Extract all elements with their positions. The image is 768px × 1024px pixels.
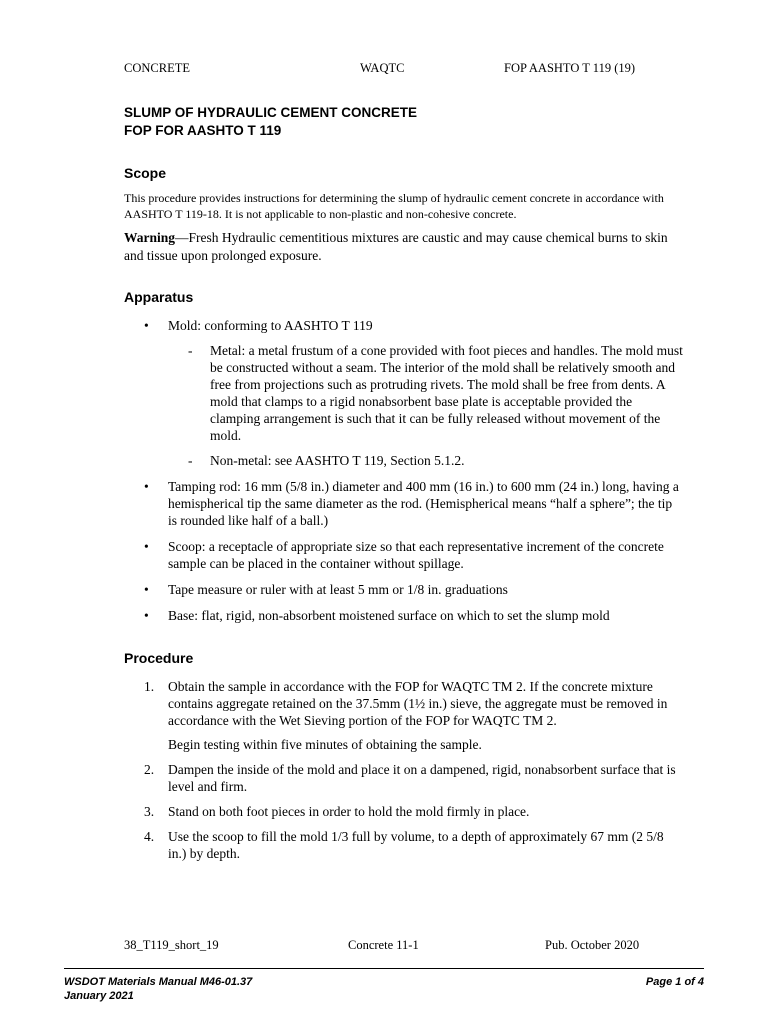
running-header-right: FOP AASHTO T 119 (19) (504, 61, 636, 75)
running-header-left: CONCRETE (124, 61, 190, 75)
apparatus-tamping-rod-text: Tamping rod: 16 mm (5/8 in.) diameter and 400 mm (16 in.) to 600 mm (24 in.) long, having a hemispherical tip the same diameter as the rod. (Hemispherical means “half a sphere”; the tip is rounded like half of a ball.) (168, 479, 679, 528)
bullet-icon: • (144, 539, 149, 554)
apparatus-item-tape (124, 581, 684, 598)
apparatus-item-tamping-rod (124, 478, 684, 529)
bullet-icon: • (144, 608, 149, 623)
step-number: 4. (144, 829, 155, 844)
document-title-line1: SLUMP OF HYDRAULIC CEMENT CONCRETE (124, 105, 418, 120)
manual-footer-date: January 2021 (64, 990, 134, 1002)
dash-icon: - (188, 343, 193, 358)
bullet-icon: • (144, 582, 149, 597)
dash-icon: - (188, 453, 193, 468)
apparatus-item-base (124, 607, 684, 624)
warning-paragraph (124, 229, 684, 264)
step-text: Use the scoop to fill the mold 1/3 full by volume, to a depth of approximately 67 mm (2 5/8 in.) by depth. (168, 829, 664, 861)
mold-metal-item (166, 342, 684, 444)
apparatus-item-mold (124, 317, 684, 469)
apparatus-list (124, 317, 684, 624)
apparatus-tape-text: Tape measure or ruler with at least 5 mm or 1/8 in. graduations (168, 582, 508, 597)
mold-metal-text: Metal: a metal frustum of a cone provided with foot pieces and handles. The mold must be constructed without a seam. The interior of the mold shall be relatively smooth and free from projections such as protruding rivets. The mold shall be free from dents. A mold that clamps to a rigid nonabsorbent base plate is acceptable provided the clamping arrangement is such that it can be fully released without movement of the mold. (210, 343, 683, 443)
procedure-step (124, 803, 684, 820)
mold-nonmetal-text: Non-metal: see AASHTO T 119, Section 5.1.2. (210, 453, 465, 468)
warning-text: —Fresh Hydraulic cementitious mixtures are caustic and may cause chemical burns to skin and tissue upon prolonged exposure. (124, 230, 668, 263)
step-number: 3. (144, 804, 155, 819)
procedure-step (124, 678, 684, 753)
procedure-heading: Procedure (124, 650, 194, 666)
mold-nonmetal-item (166, 452, 684, 469)
scope-heading: Scope (124, 165, 167, 181)
page-footer-left: 38_T119_short_19 (124, 938, 219, 952)
manual-footer-title: WSDOT Materials Manual M46-01.37 (64, 976, 253, 988)
document-body (124, 104, 684, 870)
scope-text: This procedure provides instructions for determining the slump of hydraulic cement concrete in accordance with AASHTO T 119-18. It is not applicable to non-plastic and non-cohesive concrete. (124, 191, 664, 221)
step-text: Obtain the sample in accordance with the FOP for WAQTC TM 2. If the concrete mixture contains aggregate retained on the 37.5mm (1½ in.) sieve, the aggregate must be removed in accordance with the Wet Sieving portion of the FOP for WAQTC TM 2. (168, 679, 668, 728)
apparatus-item-scoop (124, 538, 684, 572)
bullet-icon: • (144, 479, 149, 494)
apparatus-base-text: Base: flat, rigid, non-absorbent moistened surface on which to set the slump mold (168, 608, 610, 623)
page-number: Page 1 of 4 (645, 976, 704, 988)
step-subtext: Begin testing within five minutes of obtaining the sample. (168, 737, 482, 752)
procedure-steps (124, 678, 684, 862)
running-header-center: WAQTC (360, 61, 405, 75)
bullet-icon: • (144, 318, 149, 333)
step-text: Stand on both foot pieces in order to hold the mold firmly in place. (168, 804, 530, 819)
apparatus-mold-text: Mold: conforming to AASHTO T 119 (168, 318, 373, 333)
step-number: 1. (144, 679, 155, 694)
apparatus-scoop-text: Scoop: a receptacle of appropriate size so that each representative increment of the concrete sample can be placed in the container without spillage. (168, 539, 664, 571)
running-header (0, 61, 768, 77)
page-footer-right: Pub. October 2020 (545, 938, 640, 952)
manual-footer (64, 975, 704, 1003)
apparatus-heading: Apparatus (124, 289, 194, 305)
warning-label: Warning (124, 230, 176, 245)
page-footer-center: Concrete 11-1 (348, 938, 419, 952)
step-number: 2. (144, 762, 155, 777)
procedure-step (124, 761, 684, 795)
procedure-step (124, 828, 684, 862)
mold-sublist (168, 342, 684, 469)
page-footer (0, 938, 768, 954)
step-text: Dampen the inside of the mold and place it on a dampened, rigid, nonabsorbent surface that is level and firm. (168, 762, 676, 794)
document-title-line2: FOP FOR AASHTO T 119 (124, 123, 282, 138)
footer-divider (64, 968, 704, 969)
